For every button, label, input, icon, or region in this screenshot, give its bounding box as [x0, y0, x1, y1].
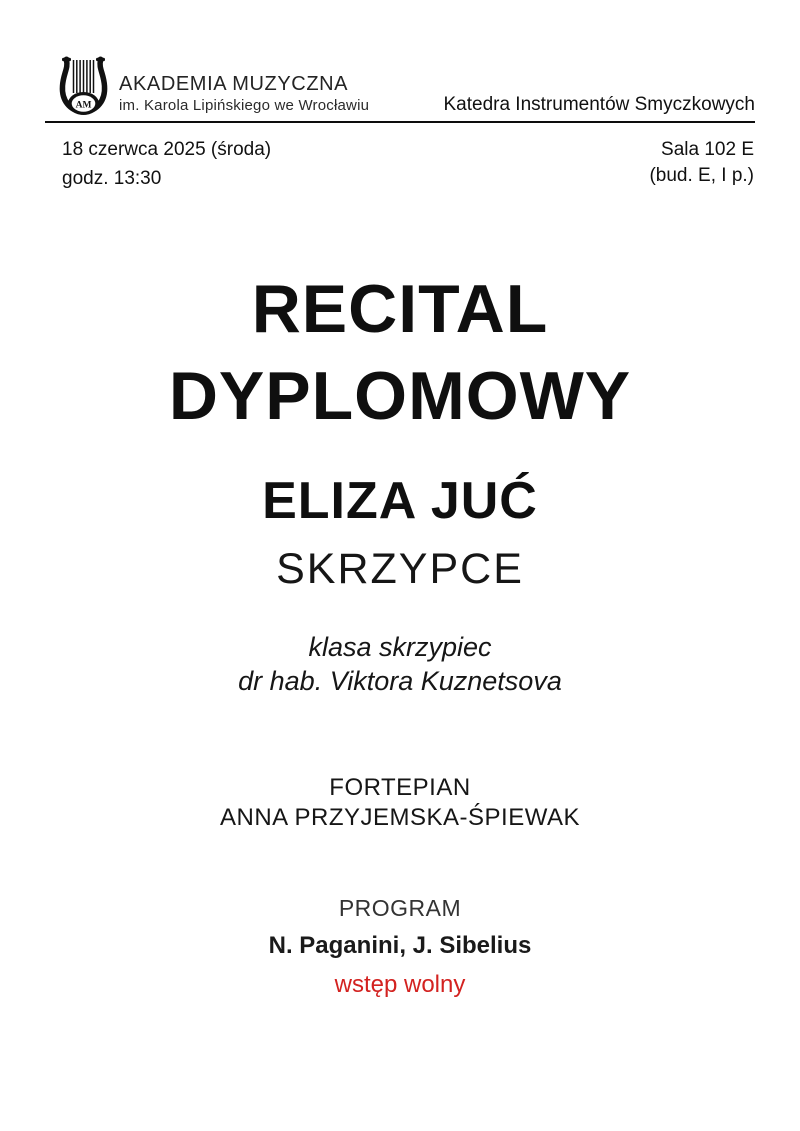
- academy-logo: [57, 55, 369, 119]
- event-datetime: [62, 135, 271, 193]
- academy-name: AKADEMIA MUZYCZNA: [119, 73, 349, 95]
- instrument-name: SKRZYPCE: [276, 545, 524, 593]
- event-room: Sala 102 E: [661, 139, 754, 160]
- event-time: godz. 13:30: [62, 168, 162, 189]
- lyre-logo-icon: [57, 55, 110, 119]
- academy-subtitle: im. Karola Lipińskiego we Wrocławiu: [119, 97, 370, 114]
- program-heading: PROGRAM: [338, 895, 462, 921]
- logo-monogram: AM: [75, 100, 92, 111]
- accompaniment-role: FORTEPIAN: [329, 774, 471, 801]
- accompanist-info: [0, 773, 800, 833]
- academy-name-block: [119, 72, 369, 115]
- department-name: Katedra Instrumentów Smyczkowych: [443, 94, 755, 115]
- event-date: 18 czerwca 2025 (środa): [62, 139, 272, 160]
- class-info-line1: klasa skrzypiec: [308, 632, 492, 662]
- recital-title-line2: DYPLOMOWY: [168, 358, 632, 434]
- class-info-line2: dr hab. Viktora Kuznetsova: [238, 666, 562, 696]
- admission-note: wstęp wolny: [334, 971, 466, 998]
- header-divider: [45, 121, 755, 123]
- event-location: [649, 137, 754, 189]
- accompanist-name: ANNA PRZYJEMSKA-ŚPIEWAK: [219, 804, 580, 831]
- recital-title: [0, 266, 800, 440]
- program-composers: N. Paganini, J. Sibelius: [268, 932, 532, 959]
- event-building: (bud. E, I p.): [649, 165, 754, 186]
- performer-name: ELIZA JUĆ: [262, 472, 538, 530]
- recital-title-line1: RECITAL: [251, 271, 549, 347]
- class-info: [0, 630, 800, 698]
